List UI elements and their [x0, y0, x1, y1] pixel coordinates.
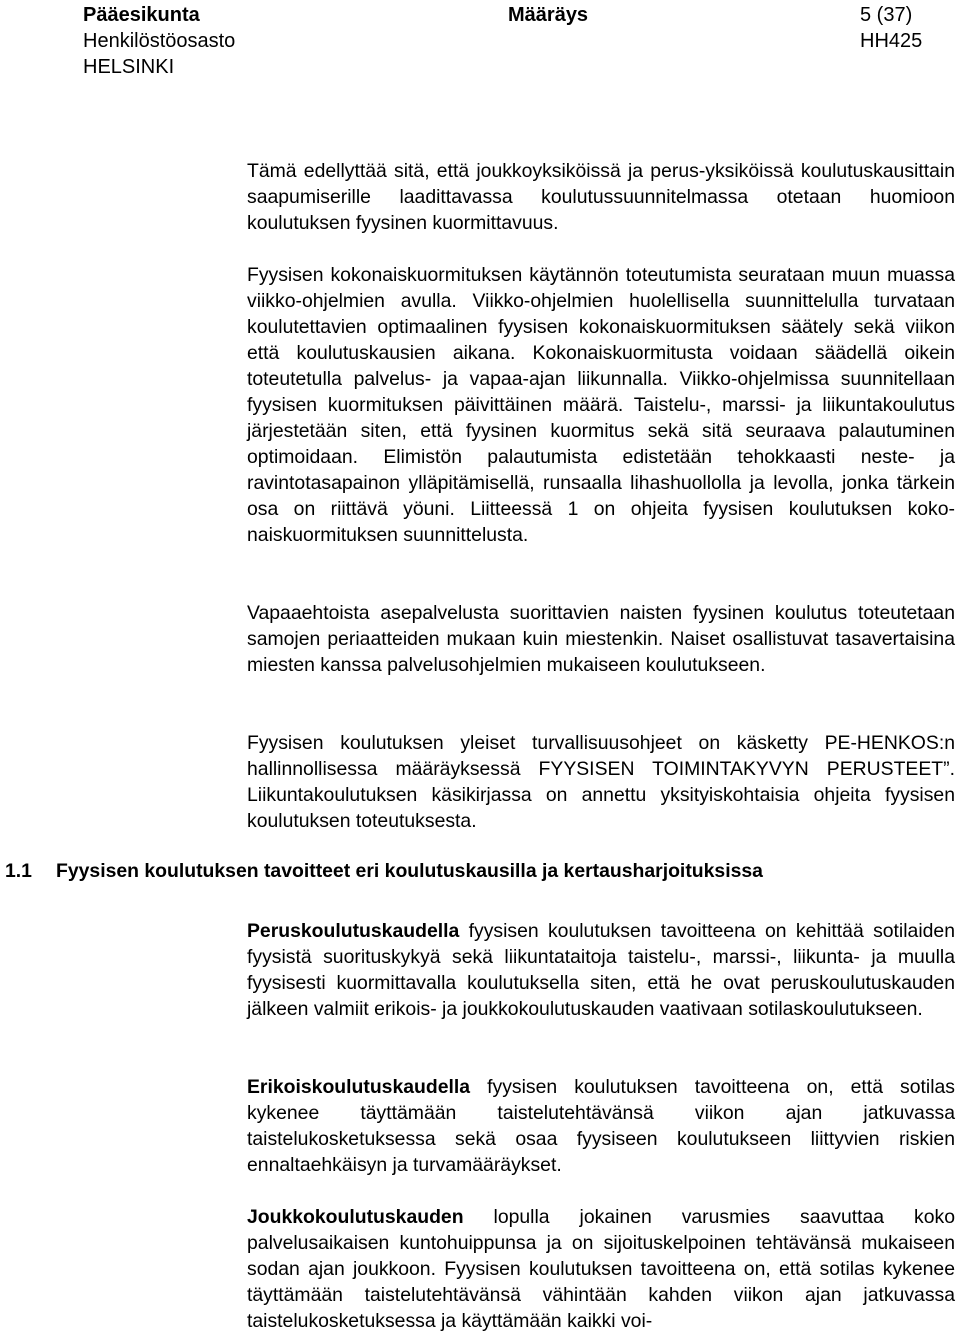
- header-doc-type: Määräys: [508, 4, 589, 26]
- paragraph-4: [247, 730, 955, 834]
- goal-basic-training: [247, 918, 955, 1022]
- header-page-number: 5 (37): [860, 4, 913, 26]
- goal-text: lopulla jokainen varusmies saavuttaa koko palvelusaikaisen kuntohuippunsa ja on sijoituskelpoinen tehtävänsä mukaiseen sodan ajan joukkoon. Fyysisen koulutuksen tavoitteena on, että sotilas kykenee täyttämään taistelutehtävänsä vähintään kahden viikon ajan jatkuvassa taistelukosketuksessa ja käyttämään kaikki voi-: [247, 1206, 955, 1332]
- header-city: HELSINKI: [83, 56, 175, 78]
- goal-term: Peruskoulutuskaudella: [247, 920, 460, 942]
- section-title: Fyysisen koulutuksen tavoitteet eri koulutuskausilla ja kertausharjoituksissa: [56, 860, 763, 882]
- goal-text: fyysisen koulutuksen tavoitteena on kehittää sotilaiden fyysistä suorituskykyä sekä liikuntataitoja taistelu-, marssi-, liikunta- ja muulla fyysisesti kuormittavalla koulutuksella siten, että he ovat peruskoulutuskauden jälkeen valmiit erikois- ja joukkokoulutuskauden vaativaan sotilaskoulutukseen.: [247, 920, 955, 1020]
- header-org: Pääesikunta: [83, 4, 200, 26]
- goal-term: Joukkokoulutuskauden: [247, 1206, 464, 1228]
- paragraph-text: Tämä edellyttää sitä, että joukkoyksiköissä ja perus-yksiköissä koulutuskausittain saapumiserille laadittavassa koulutussuunnitelmassa otetaan huomioon koulutuksen fyysinen kuormittavuus.: [247, 160, 955, 234]
- paragraph-text: Vapaaehtoista asepalvelusta suorittavien naisten fyysinen koulutus toteutetaan samojen periaatteiden mukaan kuin miestenkin. Naiset osallistuvat tasavertaisina miesten kanssa palvelusohjelmien mukaiseen koulutukseen.: [247, 602, 955, 676]
- paragraph-3: [247, 600, 955, 678]
- goal-term: Erikoiskoulutuskaudella: [247, 1076, 471, 1098]
- section-number: 1.1: [5, 860, 32, 882]
- goal-text: fyysisen koulutuksen tavoitteena on, että sotilas kykenee täyttämään taistelutehtävänsä viikon ajan jatkuvassa taistelukosketuksessa sekä osaa fyysiseen koulutukseen liittyvien riskien ennaltaehkäisyn ja turvamääräykset.: [247, 1076, 955, 1176]
- paragraph-2: [247, 262, 955, 548]
- section-heading: [5, 858, 763, 884]
- header-dept: Henkilöstöosasto: [83, 30, 236, 52]
- paragraph-text: Fyysisen koulutuksen yleiset turvallisuusohjeet on käsketty PE-HENKOS:n hallinnollisessa määräyksessä FYYSISEN TOIMINTAKYVYN PERUSTEET”. Liikuntakoulutuksen käsikirjassa on annettu yksityiskohtaisia ohjeita fyysisen koulutuksen toteutuksesta.: [247, 732, 955, 832]
- paragraph-text: Fyysisen kokonaiskuormituksen käytännön toteutumista seurataan muun muassa viikko-ohjelmien avulla. Viikko-ohjelmien huolellisella suunnittelulla turvataan koulutettavien optimaalinen fyysisen kokonaiskuormituksen säätely sekä viikon että koulutuskausien aikana. Kokonaiskuormitusta voidaan säädellä oikein toteutetulla palvelus- ja vapaa-ajan liikunnalla. Viikko-ohjelmissa suunnitellaan fyysisen kuormituksen päivittäinen määrä. Taistelu-, marssi- ja liikuntakoulutus järjestetään siten, että fyysinen kuormitus sekä sitä seuraava palautuminen optimoidaan. Elimistön palautumista edistetään tehokkaasti neste- ja ravintotasapainon ylläpitämisellä, runsaalla lihashuollolla ja levolla, jonka tärkein osa on riittävä yöuni. Liitteessä 1 on ohjeita fyysisen koulutuksen koko-naiskuormituksen suunnittelusta.: [247, 264, 955, 546]
- goal-special-training: [247, 1074, 955, 1178]
- goal-unit-training: [247, 1204, 955, 1334]
- paragraph-1: [247, 158, 955, 236]
- header-doc-id: HH425: [860, 30, 923, 52]
